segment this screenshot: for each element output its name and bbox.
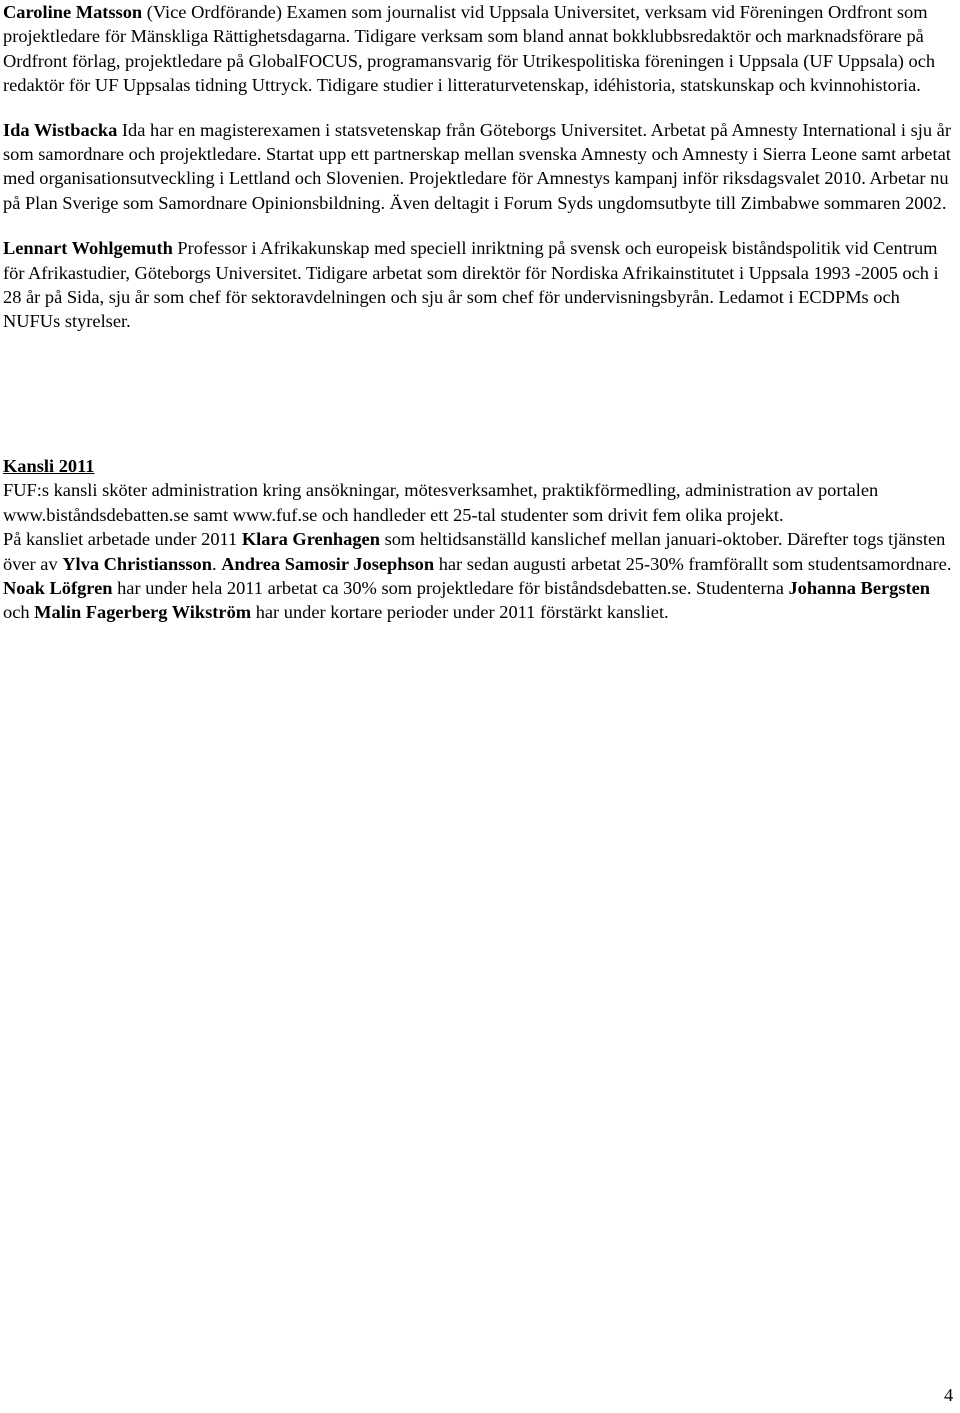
text-run: har sedan augusti arbetat 25-30% framförallt som studentsamordnare. [438,553,952,574]
text-run: har under kortare perioder under 2011 förstärkt kansliet. [255,602,669,623]
bio-ida-wistbacka [3,118,957,216]
staff-name: Ylva Christiansson [62,553,212,574]
staff-name: Klara Grenhagen [241,529,380,550]
staff-name: Andrea Samosir Josephson [221,553,435,574]
kansli-intro: FUF:s kansli sköter administration kring ansökningar, mötesverksamhet, praktikförmedling, administration av portalen www.biståndsdebatten.se samt www.fuf.se och handleder ett 25-tal studenter som drivit fem olika projekt. [3,480,879,525]
text-run: och [3,602,30,623]
staff-name: Malin Fagerberg Wikström [34,602,252,623]
bio-name: Lennart Wohlgemuth [3,238,173,259]
staff-name: Noak Löfgren [3,577,113,598]
bio-text: (Vice Ordförande) Examen som journalist vid Uppsala Universitet, verksam vid Föreningen Ordfront som projektledare för Mänskliga Rättighetsdagarna. Tidigare verksam som bland annat bokklubbsredaktör och marknadsförare på Ordfront förlag, projektledare på GlobalFOCUS, programansvarig för Utrikespolitiska föreningen i Uppsala (UF Uppsala) och redaktör för UF Uppsalas tidning Uttryck. Tidigare studier i litteraturvetenskap, idéhistoria, statskunskap och kvinnohistoria. [3,2,936,96]
bio-lennart-wohlgemuth [3,236,957,334]
page-number: 4 [944,1385,954,1405]
bio-text: Professor i Afrikakunskap med speciell inriktning på svensk och europeisk biståndspolitik vid Centrum för Afrikastudier, Göteborgs Universitet. Tidigare arbetat som direktör för Nordiska Afrikainstitutet i Uppsala 1993 -2005 och i 28 år på Sida, sju år som chef för sektoravdelningen och sju år som chef för undervisningsbyrån. Ledamot i ECDPMs och NUFUs styrelser. [3,238,939,332]
bio-name: Ida Wistbacka [3,119,118,140]
text-run: har under hela 2011 arbetat ca 30% som projektledare för biståndsdebatten.se. Studenterna [117,577,784,598]
bio-text: Ida har en magisterexamen i statsvetenskap från Göteborgs Universitet. Arbetat på Amnesty International i sju år som samordnare och projektledare. Startat upp ett partnerskap mellan svenska Amnesty och Amnesty i Sierra Leone samt arbetat med organisationsutveckling i Lettland och Slovenien. Projektledare för Amnestys kampanj inför riksdagsvalet 2010. Arbetar nu på Plan Sverige som Samordnare Opinionsbildning. Även deltagit i Forum Syds ungdomsutbyte till Zimbabwe sommaren 2002. [3,119,951,213]
kansli-heading: Kansli 2011 [3,455,95,476]
section-spacer [3,356,957,454]
document-page [3,0,957,625]
text-run: På kansliet arbetade under 2011 [3,529,238,550]
text-run: . [211,553,217,574]
bio-caroline-matsson [3,0,957,98]
bio-name: Caroline Matsson [3,2,143,22]
staff-name: Johanna Bergsten [788,577,931,598]
kansli-staff-paragraph [3,527,957,625]
text-run: som heltidsanställd kanslichef mellan januari-oktober. Därefter togs tjänsten över av [3,529,946,574]
